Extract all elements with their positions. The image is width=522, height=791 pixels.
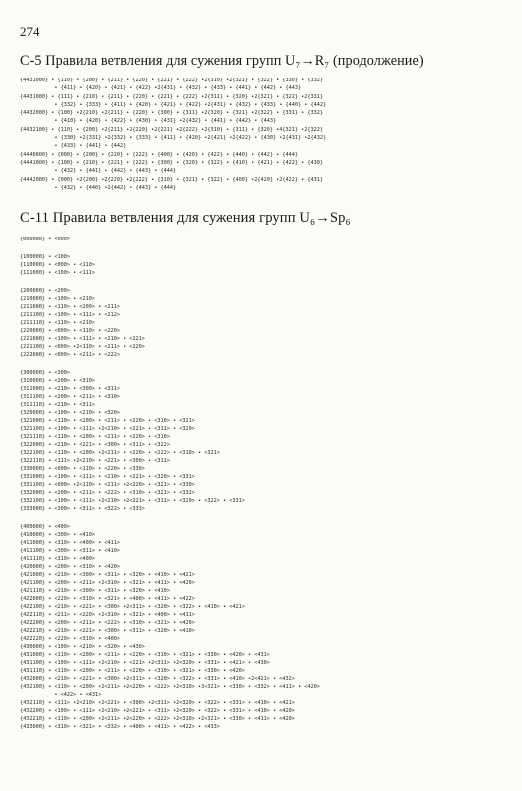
table-c11-body bbox=[20, 237, 514, 743]
table-c11-line: {430000} • <100> • <210> • <320> • <430> bbox=[20, 644, 145, 650]
table-c11-line: {431100} • <100> • <111> •2<210> • <221> •2<311> •2<320> • <331> • <421> • <430> bbox=[20, 660, 270, 666]
table-c11-line: {211100} • <100> • <111> • <212> bbox=[20, 312, 120, 318]
table-c11-line: {310000} • <200> • <310> bbox=[20, 378, 95, 384]
table-c11-line: {410000} • <300> • <410> bbox=[20, 532, 95, 538]
table-c5-line: {4431000} • {110} • {200} • {211} • {220} • {221} • {222} •2{310} •2{321} • {322} • {330} • {332} bbox=[20, 78, 323, 83]
table-c5-body bbox=[20, 78, 514, 194]
table-c11-line: {111000} • <100> • <111> bbox=[20, 270, 95, 276]
table-c11-line: {432200} • <100> • <111> •2<210> •2<221> • <311> •2<320> • <322> • <331> • <410> • <420> bbox=[20, 708, 295, 714]
table-c11-line: {221000} • <100> • <111> • <210> • <221> bbox=[20, 336, 145, 342]
table-c11-line: {332100} • <100> • <111> •2<210> •2<221> • <311> • <320> • <322> • <331> bbox=[20, 498, 245, 504]
table-c11-title: С-11 Правила ветвления для сужения групп U₆→Sp₆ bbox=[20, 210, 351, 226]
table-c11-line: {322100} • <110> • <200> •2<211> • <220> • <222> • <310> • <321> bbox=[20, 450, 220, 456]
table-c11-line: {331100} • <000> •2<110> • <211> •2<220> • <321> • <330> bbox=[20, 482, 195, 488]
table-c5-line: • {332} • {333} • {411} • {420} • {421} • {422} •2{431} • {432} • {433} • {440} • {442} bbox=[20, 101, 327, 108]
table-c11-line: {431000} • <110> • <200> • <211> • <220> • <310> • <321> • <330> • <420> • <431> bbox=[20, 652, 270, 658]
table-c11-line: {211000} • <110> • <200> • <211> bbox=[20, 304, 120, 310]
table-c11-line: {311100} • <200> • <211> • <310> bbox=[20, 394, 120, 400]
table-c11-group bbox=[20, 255, 514, 279]
table-c5-line: {4432100} • {110} • {200} •2{211} •2{220} •2{221} •2{222} •2{310} • {311} • {320} •4{321} •2{322} bbox=[20, 126, 323, 133]
table-c5-line: • {330} •2{331} •2{332} • {333} • {411} • {420} •2{421} •2{422} • {430} •2{431} •2{432} bbox=[20, 135, 327, 142]
table-c11-line: {422000} • <220> • <310> • <321> • <400> • <411> • <422> bbox=[20, 596, 195, 602]
table-c11-group bbox=[20, 371, 514, 515]
table-c11-line: {332000} • <200> • <211> • <222> • <310> • <321> • <332> bbox=[20, 490, 195, 496]
table-c11-group bbox=[20, 525, 514, 733]
table-c11-line: {110000} • <000> • <110> bbox=[20, 262, 95, 268]
table-c11-line: {422220} • <220> • <310> • <400> bbox=[20, 636, 120, 642]
table-c11-line: {411100} • <300> • <311> • <410> bbox=[20, 548, 120, 554]
table-c11-line: {330000} • <000> • <110> • <220> • <330> bbox=[20, 466, 145, 472]
table-c11-line: {432000} • <210> • <221> • <300> •2<311> • <320> • <322> • <331> • <410> •2<421> • <432> bbox=[20, 676, 295, 682]
table-c11-line: {421000} • <210> • <300> • <311> • <320> • <410> • <421> bbox=[20, 572, 195, 578]
table-c5-line: • {432} • {440} •2{442} • {443} • {444} bbox=[20, 184, 177, 191]
table-c11-line: {210000} • <100> • <210> bbox=[20, 296, 95, 302]
table-c11-line: {100000} • <100> bbox=[20, 254, 70, 260]
table-c11-line: {311000} • <210> • <300> • <311> bbox=[20, 386, 120, 392]
table-c11-group bbox=[20, 237, 514, 245]
table-c11-line: {411000} • <310> • <400> • <411> bbox=[20, 540, 120, 546]
table-c5-line: {4431000} • {111} • {210} • {211} • {220} • {221} • {222} •2{311} • {320} •2{321} • {322} •2{331} bbox=[20, 93, 323, 100]
table-c11-line: {422100} • <210> • <221> • <300> •2<311> • <320> • <322> • <410> • <421> bbox=[20, 604, 245, 610]
table-c11-line: {400000} • <400> bbox=[20, 524, 70, 530]
table-c11-line: {200000} • <200> bbox=[20, 288, 70, 294]
table-c11-line: {321110} • <110> • <200> • <211> • <220> • <310> bbox=[20, 434, 170, 440]
table-c11-group bbox=[20, 289, 514, 361]
table-c11-line: {321000} • <110> • <200> • <211> • <220> • <310> • <321> bbox=[20, 418, 195, 424]
table-c11-line: {422110} • <211> • <220> •2<310> • <321> • <400> • <411> bbox=[20, 612, 195, 618]
table-c5-line: • {433} • {441} • {442} bbox=[20, 143, 127, 150]
table-c5-line: {4442000} • {000} •2{200} •2{220} •2{222} • {310} • {321} • {322} • {400} •2{420} •2{422} • {431} bbox=[20, 176, 323, 183]
table-c11-line: {432110} • <111> •2<210> •2<221> • <300> •2<311> •2<320> • <322> • <331> • <410> • <421> bbox=[20, 700, 295, 706]
table-c11-line: • <422> • <431> bbox=[20, 692, 102, 698]
table-c11-line: {433000} • <310> • <321> • <332> • <400> • <411> • <422> • <433> bbox=[20, 724, 220, 730]
page-number: 274 bbox=[20, 24, 40, 39]
table-c5-line: • {410} • {420} • {422} • {430} • {431} •2{432} • {441} • {442} • {443} bbox=[20, 118, 277, 125]
table-c11-line: {421100} • <200> • <211> •2<310> • <321> • <411> • <420> bbox=[20, 580, 195, 586]
table-c11-line: {331000} • <100> • <111> • <210> • <221> • <320> • <331> bbox=[20, 474, 195, 480]
table-c11-line: {000000} • <000> bbox=[20, 237, 70, 242]
table-c11-line: {222000} • <000> • <211> • <222> bbox=[20, 352, 120, 358]
table-c11-line: {211110} • <110> • <210> bbox=[20, 320, 95, 326]
table-c11-line: {420000} • <200> • <310> • <420> bbox=[20, 564, 120, 570]
table-c5-title: С-5 Правила ветвления для сужения групп U₇→R₇ (продолжение) bbox=[20, 53, 424, 69]
table-c11-line: {432210} • <110> • <200> •2<211> •2<220> • <222> •2<310> •2<321> • <330> • <411> • <420> bbox=[20, 716, 295, 722]
table-c5-line: • {411} • {420} • {421} • {422} •2{431} • {432} • {433} • {441} • {442} • {443} bbox=[20, 85, 302, 92]
table-c11-line: {421110} • <210> • <300> • <311> • <320> • <410> bbox=[20, 588, 170, 594]
table-c11-line: {322000} • <210> • <221> • <300> • <311> • <322> bbox=[20, 442, 170, 448]
table-c5-line: {4440000} • {000} • {200} • {220} • {222} • {400} • {420} • {422} • {440} • {442} • {444} bbox=[20, 151, 298, 158]
table-c11-line: {221100} • <000> •2<110> • <211> • <220> bbox=[20, 344, 145, 350]
table-c11-line: {422200} • <200> • <211> • <222> • <310> • <321> • <420> bbox=[20, 620, 195, 626]
table-c11-line: {321100} • <100> • <111> •2<210> • <221> • <311> • <320> bbox=[20, 426, 195, 432]
table-c11-line: {411110} • <310> • <400> bbox=[20, 556, 95, 562]
table-c11-line: {300000} • <300> bbox=[20, 370, 70, 376]
table-c11-line: {220000} • <000> • <110> • <220> bbox=[20, 328, 120, 334]
table-c11-line: {320000} • <100> • <210> • <320> bbox=[20, 410, 120, 416]
table-c11-line: {311110} • <210> • <311> bbox=[20, 402, 95, 408]
table-c5-line: {4441000} • {100} • {210} • {221} • {222} • {300} • {320} • {322} • {410} • {421} • {422} • {430} bbox=[20, 159, 323, 166]
table-c5-line: • {432} • {441} • {442} • {443} • {444} bbox=[20, 168, 177, 175]
table-c11-line: {333000} • <300> • <311> • <322> • <333> bbox=[20, 506, 145, 512]
table-c11-line: {431110} • <110> • <200> • <211> • <220> • <310> • <321> • <330> • <420> bbox=[20, 668, 245, 674]
table-c5-line: {4432000} • {100} •2{210} •2{211} • {220} • {300} • {311} •2{320} • {321} •2{322} • {331} • {332} bbox=[20, 110, 323, 117]
table-c11-line: {322110} • <111> •2<210> • <221> • <300> • <311> bbox=[20, 458, 170, 464]
table-c11-line: {422210} • <210> • <221> • <300> • <311> • <320> • <410> bbox=[20, 628, 195, 634]
table-c11-line: {432100} • <110> • <200> •2<211> •2<220> • <222> •2<310> •3<321> • <330> • <332> • <411> • <420> bbox=[20, 684, 320, 690]
